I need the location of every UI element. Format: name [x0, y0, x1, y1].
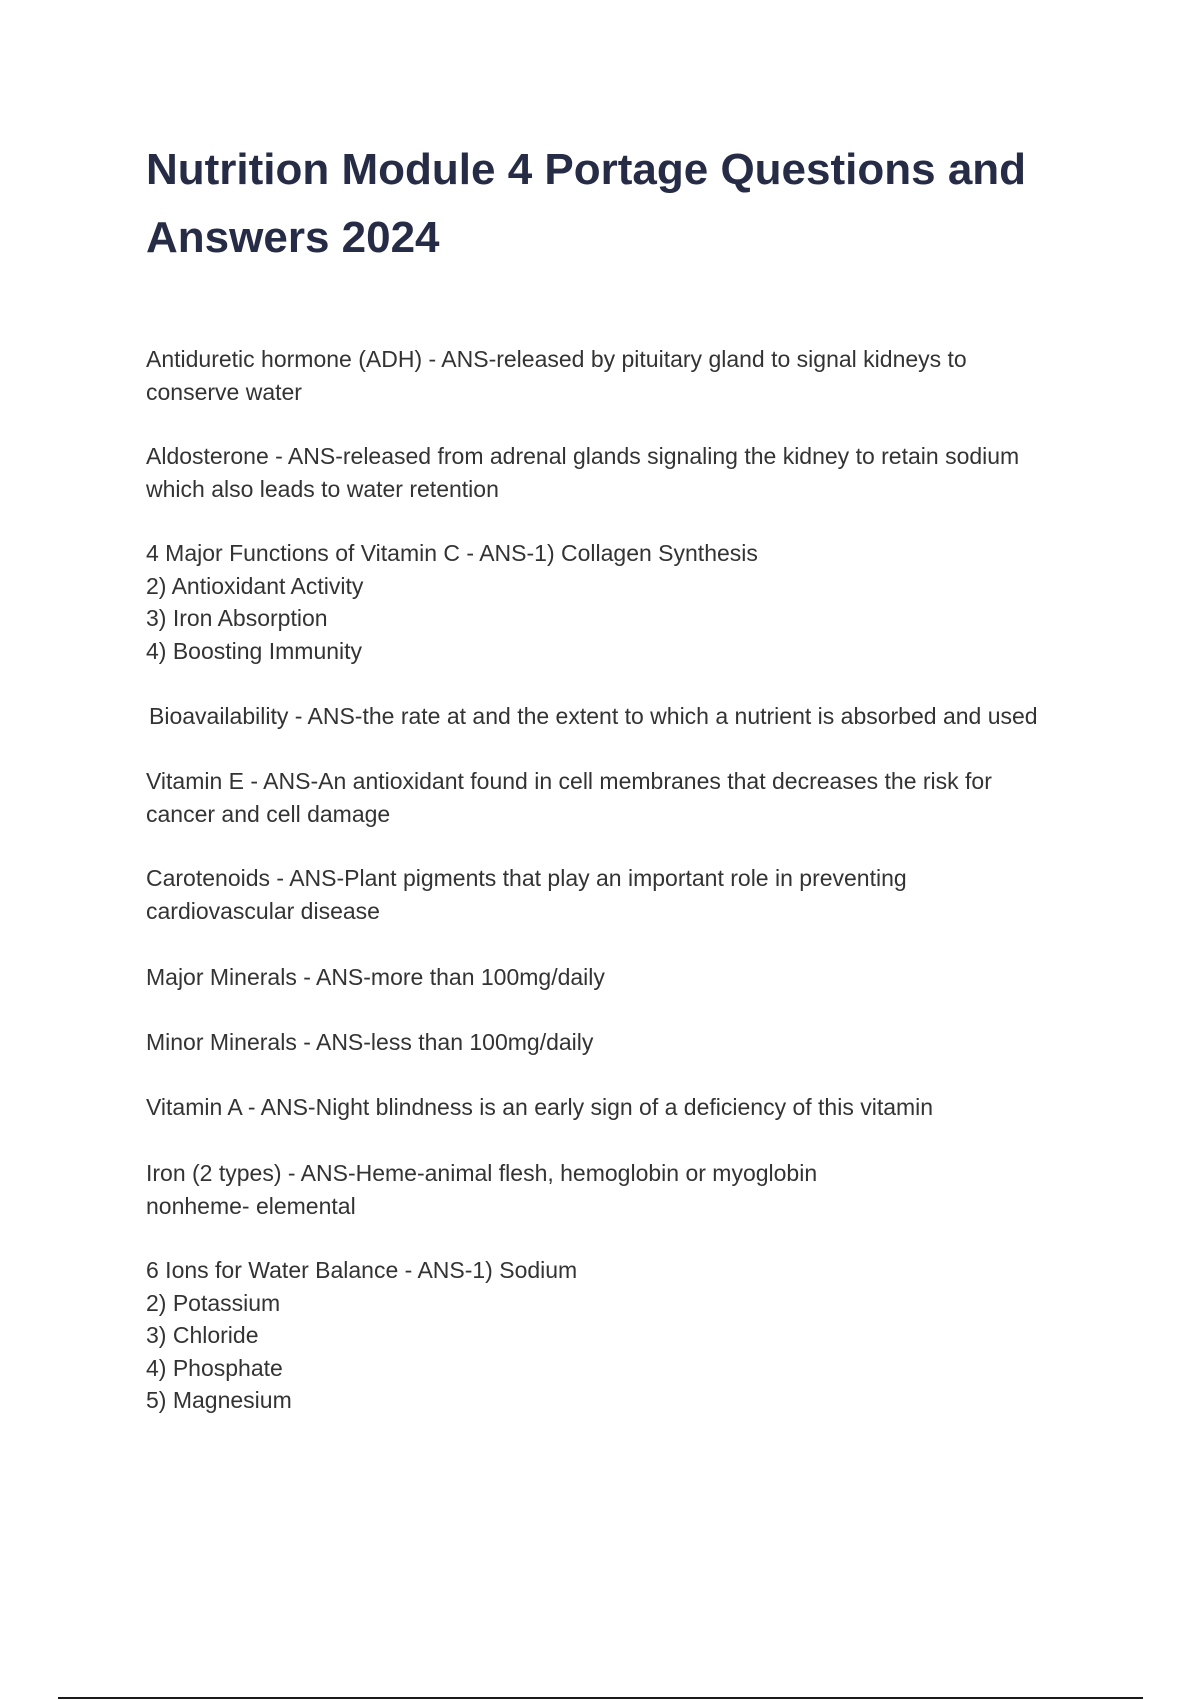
qa-line: cancer and cell damage	[146, 800, 391, 827]
qa-entry-vitamin-e	[146, 765, 1106, 830]
qa-line: 6 Ions for Water Balance - ANS-1) Sodium	[146, 1257, 578, 1283]
qa-line: 2) Antioxidant Activity	[146, 572, 364, 599]
qa-entry-bioavailability	[149, 700, 1109, 733]
qa-line: Major Minerals - ANS-more than 100mg/daily	[146, 964, 605, 990]
title-line: Answers 2024	[146, 213, 440, 262]
qa-line: 2) Potassium	[146, 1289, 281, 1316]
footer-divider	[58, 1697, 1143, 1699]
qa-entry-ions-water-balance	[146, 1254, 1106, 1417]
title-line: Nutrition Module 4 Portage Questions and	[146, 145, 1027, 194]
document-title	[146, 136, 1106, 272]
qa-line: Vitamin A - ANS-Night blindness is an early sign of a deficiency of this vitamin	[146, 1094, 934, 1120]
qa-line: which also leads to water retention	[146, 475, 499, 502]
qa-entry-carotenoids	[146, 862, 1106, 927]
qa-line: 4) Boosting Immunity	[146, 637, 363, 664]
qa-entry-vitamin-c	[146, 537, 1106, 667]
qa-line: 5) Magnesium	[146, 1387, 292, 1413]
qa-line: Carotenoids - ANS-Plant pigments that play an important role in preventing	[146, 865, 907, 891]
qa-entry-major-minerals	[146, 961, 1106, 994]
qa-line: 4 Major Functions of Vitamin C - ANS-1) Collagen Synthesis	[146, 540, 758, 566]
qa-line: Minor Minerals - ANS-less than 100mg/daily	[146, 1029, 594, 1055]
qa-entry-adh	[146, 343, 1106, 408]
qa-entry-vitamin-a	[146, 1091, 1106, 1124]
qa-line: conserve water	[146, 378, 302, 405]
qa-line: Aldosterone - ANS-released from adrenal glands signaling the kidney to retain sodium	[146, 443, 1020, 469]
qa-line: Bioavailability - ANS-the rate at and the extent to which a nutrient is absorbed and used	[149, 703, 1038, 729]
qa-line: Antiduretic hormone (ADH) - ANS-released by pituitary gland to signal kidneys to	[146, 346, 967, 372]
qa-entry-minor-minerals	[146, 1026, 1106, 1059]
qa-line: 4) Phosphate	[146, 1354, 283, 1381]
qa-entry-aldosterone	[146, 440, 1106, 505]
qa-line: cardiovascular disease	[146, 897, 380, 924]
qa-line: 3) Iron Absorption	[146, 605, 328, 631]
qa-line: Iron (2 types) - ANS-Heme-animal flesh, hemoglobin or myoglobin	[146, 1160, 818, 1186]
qa-line: nonheme- elemental	[146, 1192, 356, 1219]
qa-line: 3) Chloride	[146, 1322, 259, 1348]
qa-line: Vitamin E - ANS-An antioxidant found in cell membranes that decreases the risk for	[146, 768, 992, 794]
qa-entry-iron	[146, 1157, 1106, 1222]
